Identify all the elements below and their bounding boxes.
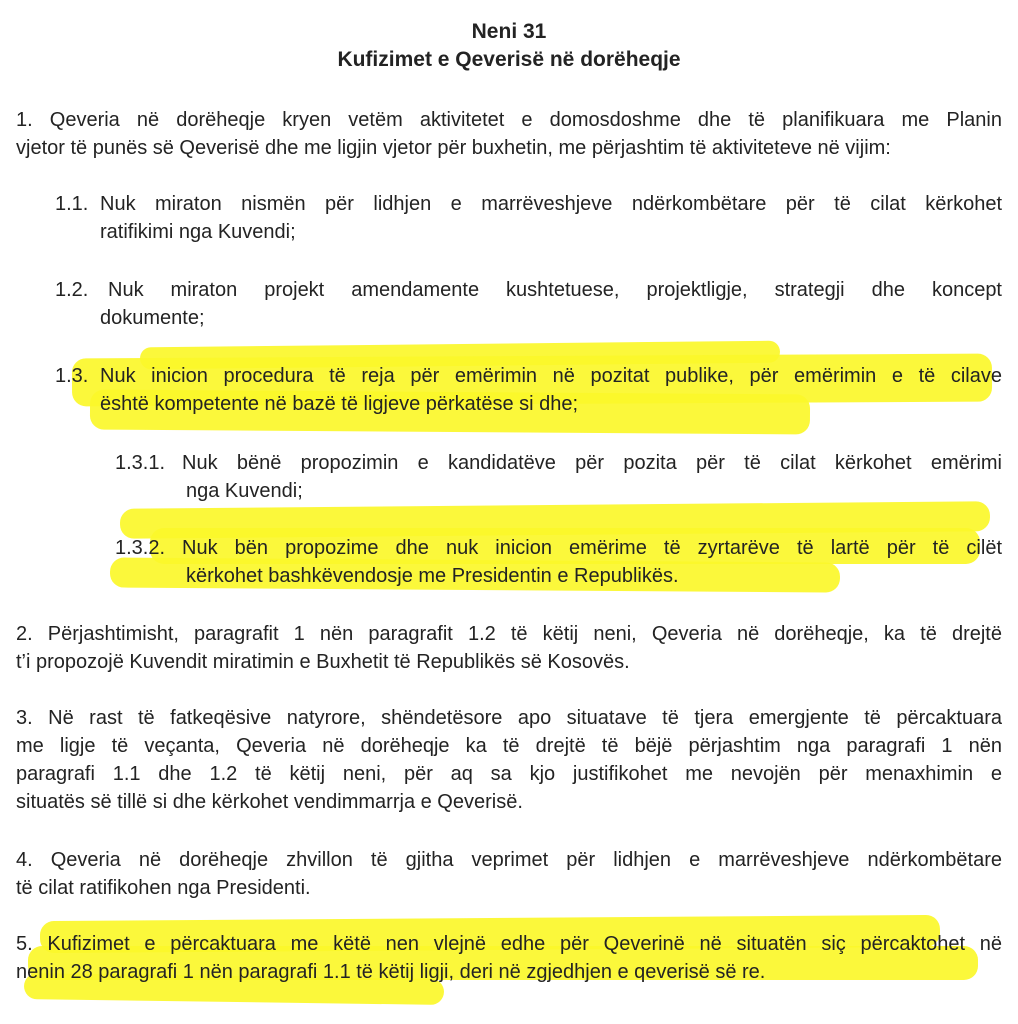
paragraph-1-line-2: vjetor të punës së Qeverisë dhe me ligjin vjetor për buxhetin, me përjashtim të aktiviteteve në vijim: xyxy=(16,137,891,159)
paragraph-1-3-1-number: 1.3.1. xyxy=(115,452,166,474)
paragraph-4-line-1: 4. Qeveria në dorëheqje zhvillon të gjitha veprimet për lidhjen e marrëveshjeve ndërkombëtare xyxy=(16,849,1002,871)
article-title: Kufizimet e Qeverisë në dorëheqje xyxy=(337,48,681,71)
paragraph-1-3-2-line-1: Nuk bën propozime dhe nuk inicion emërime të zyrtarëve të lartë për të cilët xyxy=(182,537,1002,559)
paragraph-5-line-1: 5. Kufizimet e përcaktuara me këtë nen vlejnë edhe për Qeverinë në situatën siç përcaktohet në xyxy=(16,933,1002,955)
paragraph-1-3-2-line-2: kërkohet bashkëvendosje me Presidentin e Republikës. xyxy=(186,565,679,587)
paragraph-1-3-number: 1.3. xyxy=(55,365,89,387)
paragraph-1-3-1-line-1: Nuk bënë propozimin e kandidatëve për pozita për të cilat kërkohet emërimi xyxy=(182,452,1002,474)
paragraph-1-2-line-2: dokumente; xyxy=(100,307,205,329)
paragraph-1-3-2-number: 1.3.2. xyxy=(115,537,166,559)
paragraph-3-line-4: situatës së tillë si dhe kërkohet vendimmarrja e Qeverisë. xyxy=(16,791,523,813)
paragraph-1-2-number: 1.2. xyxy=(55,279,89,301)
paragraph-1-3-1-line-2: nga Kuvendi; xyxy=(186,480,303,502)
paragraph-1-3-line-2: është kompetente në bazë të ligjeve përkatëse si dhe; xyxy=(100,393,579,415)
article-number: Neni 31 xyxy=(471,20,547,43)
paragraph-3-line-1: 3. Në rast të fatkeqësive natyrore, shëndetësore apo situatave të tjera emergjente të përcaktuara xyxy=(16,707,1002,729)
paragraph-1-2-line-1: Nuk miraton projekt amendamente kushtetuese, projektligje, strategji dhe koncept xyxy=(108,279,1002,301)
paragraph-2-line-2: t’i propozojë Kuvendit miratimin e Buxhetit të Republikës së Kosovës. xyxy=(16,651,630,673)
paragraph-3-line-3: paragrafi 1.1 dhe 1.2 të këtij neni, për aq sa kjo justifikohet me nevojën për menaxhimin e xyxy=(16,763,1002,785)
paragraph-2-line-1: 2. Përjashtimisht, paragrafit 1 nën paragrafit 1.2 të këtij neni, Qeveria në dorëheqje, ka të drejtë xyxy=(16,623,1002,645)
paragraph-5-line-2: nenin 28 paragrafi 1 nën paragrafi 1.1 të këtij ligji, deri në zgjedhjen e qeverisë së re. xyxy=(16,961,766,983)
paragraph-3-line-2: me ligje të veçanta, Qeveria në dorëheqje ka të drejtë të bëjë përjashtim nga paragrafi 1 nën xyxy=(16,735,1002,757)
paragraph-1-1-line-2: ratifikimi nga Kuvendi; xyxy=(100,221,296,243)
paragraph-1-3-line-1: Nuk inicion procedura të reja për emërimin në pozitat publike, për emërimin e të cilave xyxy=(100,365,1002,387)
paragraph-1-line-1: 1. Qeveria në dorëheqje kryen vetëm aktivitetet e domosdoshme dhe të planifikuara me Planin xyxy=(16,109,1002,131)
paragraph-1-1-number: 1.1. xyxy=(55,193,89,215)
paragraph-4-line-2: të cilat ratifikohen nga Presidenti. xyxy=(16,877,311,899)
paragraph-1-1-line-1: Nuk miraton nismën për lidhjen e marrëveshjeve ndërkombëtare për të cilat kërkohet xyxy=(100,193,1002,215)
